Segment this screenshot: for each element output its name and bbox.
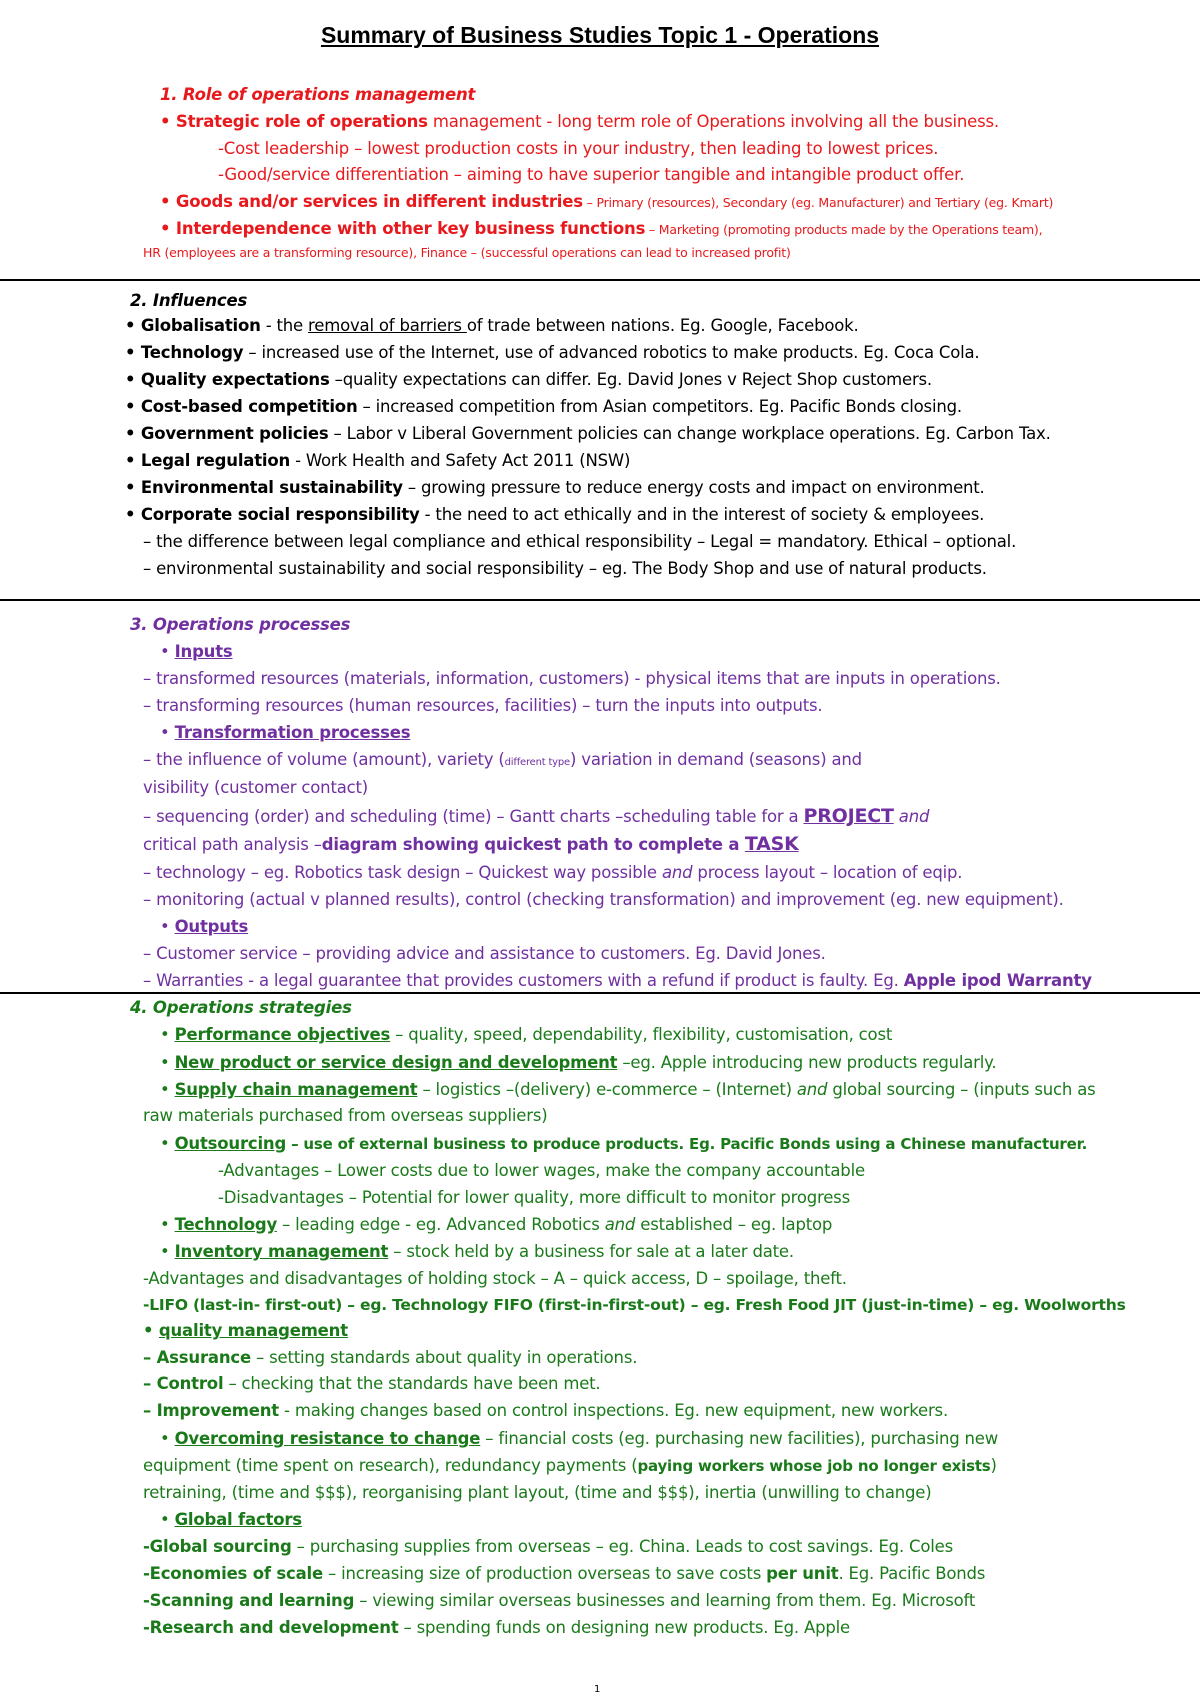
s3-and-1: and: [898, 807, 930, 826]
s3-project-word: PROJECT: [803, 805, 894, 827]
s4-gs-bold: -Global sourcing: [143, 1537, 292, 1556]
s2-env-rest: – growing pressure to reduce energy costs and impact on environment.: [402, 478, 985, 497]
s3-inputs-label: Inputs: [174, 642, 233, 661]
s2-legal-line: [125, 450, 1200, 472]
s3-tech-a: – technology – eg. Robotics task design – Quickest way possible: [143, 863, 662, 882]
s3-influence-b: ) variation in demand (seasons) and: [570, 750, 862, 769]
s3-influence-line: [143, 749, 1200, 774]
s4-sourcing-line: [143, 1536, 1200, 1558]
s3-crit-b: diagram showing quickest path to complete a: [321, 835, 745, 854]
s4-techn-a: – leading edge - eg. Advanced Robotics: [277, 1215, 605, 1234]
section-divider-3: [0, 992, 1200, 994]
s4-newproduct-line: • New product or service design and development –eg. Apple introducing new products regularly.: [160, 1053, 997, 1072]
s2-government-line: [125, 423, 1200, 445]
s1-goods-bold: • Goods and/or services in different industries: [160, 192, 583, 211]
s4-ctrl-rest: – checking that the standards have been met.: [223, 1374, 601, 1393]
s2-environment-line: [125, 477, 1200, 499]
s4-over-rest: – financial costs (eg. purchasing new facilities), purchasing new: [480, 1429, 999, 1448]
s4-global-label: Global factors: [174, 1510, 302, 1529]
s4-out-rest: – use of external business to produce products. Eg. Pacific Bonds using a Chinese manufacturer.: [286, 1135, 1088, 1153]
s3-warr-b: Apple ipod Warranty: [903, 971, 1092, 990]
s4-global-line: • Global factors: [160, 1510, 302, 1529]
s2-glob-rest1: - the: [260, 316, 309, 335]
s2-env-bold: • Environmental sustainability: [125, 478, 403, 497]
s4-over-label: Overcoming resistance to change: [174, 1429, 481, 1448]
s3-and-2: and: [661, 863, 693, 882]
s2-legal-bold: • Legal regulation: [125, 451, 291, 470]
section-2-heading: 2. Influences: [130, 291, 248, 310]
s1-goods-rest: – Primary (resources), Secondary (eg. Manufacturer) and Tertiary (eg. Kmart): [582, 195, 1054, 210]
s1-inter-line-2: HR (employees are a transforming resource), Finance – (successful operations can lead to increased profit): [143, 245, 791, 260]
s3-influence-small: different type: [504, 757, 570, 768]
s2-glob-underline: removal of barriers: [308, 316, 467, 335]
s4-retraining-line: retraining, (time and $$$), reorganising plant layout, (time and $$$), inertia (unwilling to change): [143, 1483, 932, 1502]
s2-gov-bold: • Government policies: [125, 424, 329, 443]
s2-tech-bold: • Technology: [125, 343, 244, 362]
s4-equip-b: paying workers whose job no longer exists: [637, 1457, 991, 1475]
s2-cost-rest: – increased competition from Asian competitors. Eg. Pacific Bonds closing.: [357, 397, 962, 416]
s2-quality-line: [125, 369, 1200, 391]
section-divider-2: [0, 599, 1200, 601]
s4-gs-rest: – purchasing supplies from overseas – eg. China. Leads to cost savings. Eg. Coles: [291, 1537, 953, 1556]
section-divider-1: [0, 279, 1200, 281]
s4-supply-label: Supply chain management: [174, 1080, 418, 1099]
s3-critical-line: [143, 833, 1200, 856]
s4-scan-bold: -Scanning and learning: [143, 1591, 355, 1610]
s3-transformation-line: • Transformation processes: [160, 723, 411, 742]
s4-eos-rest: – increasing size of production overseas to save costs: [322, 1564, 767, 1583]
s4-equipment-line: [143, 1455, 1200, 1477]
s4-equip-a: equipment (time spent on research), redundancy payments (: [143, 1456, 638, 1475]
s4-disadvantages-line: -Disadvantages – Potential for lower quality, more difficult to monitor progress: [218, 1188, 850, 1207]
page-number: 1: [594, 1684, 601, 1695]
s3-task-word: TASK: [744, 833, 799, 855]
s4-ctrl-bold: – Control: [143, 1374, 224, 1393]
s3-transforming-line: – transforming resources (human resources, facilities) – turn the inputs into outputs.: [143, 696, 823, 715]
s3-warr-a: – Warranties - a legal guarantee that provides customers with a refund if product is faulty. Eg.: [143, 971, 904, 990]
s2-legal-rest: - Work Health and Safety Act 2011 (NSW): [290, 451, 631, 470]
s4-techn-and: and: [604, 1215, 636, 1234]
section-3-heading: 3. Operations processes: [130, 615, 351, 634]
s4-supply-and: and: [796, 1080, 828, 1099]
s1-strategic-rest: management - long term role of Operations involving all the business.: [427, 112, 999, 131]
s3-technology-line: [143, 862, 1200, 884]
s2-difference-line: – the difference between legal compliance and ethical responsibility – Legal = mandatory. Ethical – optional.: [143, 532, 1017, 551]
s4-perf-label: Performance objectives: [174, 1025, 391, 1044]
s2-tech-rest: – increased use of the Internet, use of advanced robotics to make products. Eg. Coca Cola.: [243, 343, 980, 362]
s2-csr-rest: - the need to act ethically and in the interest of society & employees.: [419, 505, 985, 524]
s1-good-line: -Good/service differentiation – aiming to have superior tangible and intangible product offer.: [218, 165, 965, 184]
s3-influence-a: – the influence of volume (amount), variety (: [143, 750, 505, 769]
s1-inter-bold: • Interdependence with other key business functions: [160, 219, 646, 238]
s4-supply-line-2: raw materials purchased from overseas suppliers): [143, 1106, 548, 1125]
s4-supply-line: • Supply chain management – logistics –(delivery) e-commerce – (Internet) and global sourcing – (inputs such as: [160, 1080, 1096, 1099]
s3-outputs-line: • Outputs: [160, 917, 249, 936]
s2-cost-line: [125, 396, 1200, 418]
s2-qual-bold: • Quality expectations: [125, 370, 330, 389]
s4-economies-line: [143, 1563, 1200, 1585]
s4-new-rest: –eg. Apple introducing new products regularly.: [617, 1053, 997, 1072]
s1-goods-line: [160, 191, 1200, 214]
s2-csr-line: [125, 504, 1200, 526]
s4-quality-line: • quality management: [143, 1321, 348, 1340]
s4-equip-c: ): [990, 1456, 997, 1475]
s4-perf-rest: – quality, speed, dependability, flexibility, customisation, cost: [390, 1025, 893, 1044]
s4-scanning-line: [143, 1590, 1200, 1612]
s1-inter-line: [160, 218, 1200, 241]
s4-inventory-line: • Inventory management – stock held by a business for sale at a later date.: [160, 1242, 794, 1261]
s4-inv-label: Inventory management: [174, 1242, 389, 1261]
s2-csr-bold: • Corporate social responsibility: [125, 505, 420, 524]
s4-supply-a: – logistics –(delivery) e-commerce – (Internet): [417, 1080, 797, 1099]
s3-outputs-label: Outputs: [174, 917, 249, 936]
s4-advantages-line: -Advantages – Lower costs due to lower wages, make the company accountable: [218, 1161, 865, 1180]
s4-techn-b: established – eg. laptop: [635, 1215, 833, 1234]
section-1-heading: 1. Role of operations management: [160, 85, 476, 104]
s1-cost-line: -Cost leadership – lowest production costs in your industry, then leading to lowest prices.: [218, 139, 939, 158]
s4-new-label: New product or service design and development: [174, 1053, 618, 1072]
s4-overcoming-line: • Overcoming resistance to change – financial costs (eg. purchasing new facilities), purchasing new: [160, 1429, 999, 1448]
s4-outsourcing-line: • Outsourcing – use of external business to produce products. Eg. Pacific Bonds using a Chinese manufacturer.: [160, 1134, 1088, 1153]
s4-control-line: [143, 1373, 1200, 1395]
s4-eos-bold2: per unit: [766, 1564, 839, 1583]
s1-strategic-bold: • Strategic role of operations: [160, 112, 428, 131]
s4-technology-line: • Technology – leading edge - eg. Advanced Robotics and established – eg. laptop: [160, 1215, 833, 1234]
page-title: Summary of Business Studies Topic 1 - Operations: [320, 22, 880, 48]
s1-strategic-line: [160, 111, 1200, 133]
s4-assur-bold: – Assurance: [143, 1348, 251, 1367]
s4-performance-line: • Performance objectives – quality, speed, dependability, flexibility, customisation, cost: [160, 1025, 893, 1044]
s4-eos-rest2: . Eg. Pacific Bonds: [838, 1564, 986, 1583]
s4-eos-bold: -Economies of scale: [143, 1564, 323, 1583]
s3-warranties-line: [143, 970, 1200, 992]
s4-impr-rest: - making changes based on control inspections. Eg. new equipment, new workers.: [278, 1401, 948, 1420]
s2-globalisation-line: [125, 315, 1200, 337]
s4-assur-rest: – setting standards about quality in operations.: [250, 1348, 638, 1367]
s4-rd-rest: – spending funds on designing new products. Eg. Apple: [398, 1618, 850, 1637]
s3-inputs-line: • Inputs: [160, 642, 233, 661]
section-4-heading: 4. Operations strategies: [130, 998, 352, 1017]
s2-technology-line: [125, 342, 1200, 364]
s3-transformed-line: – transformed resources (materials, information, customers) - physical items that are inputs in operations.: [143, 669, 1001, 688]
s4-out-label: Outsourcing: [174, 1134, 287, 1153]
s3-tech-b: process layout – location of eqip.: [692, 863, 963, 882]
s4-impr-bold: – Improvement: [143, 1401, 279, 1420]
s2-envsoc-line: – environmental sustainability and social responsibility – eg. The Body Shop and use of natural products.: [143, 559, 987, 578]
s3-transformation-label: Transformation processes: [174, 723, 411, 742]
s4-holding-line: -Advantages and disadvantages of holding stock – A – quick access, D – spoilage, theft.: [143, 1269, 847, 1288]
s2-qual-rest: –quality expectations can differ. Eg. David Jones v Reject Shop customers.: [329, 370, 932, 389]
s4-research-line: [143, 1617, 1200, 1639]
s4-assurance-line: [143, 1347, 1200, 1369]
s3-seq-a: – sequencing (order) and scheduling (time) – Gantt charts –scheduling table for a: [143, 807, 804, 826]
s3-sequencing-line: [143, 805, 1200, 828]
s3-customer-line: – Customer service – providing advice and assistance to customers. Eg. David Jones.: [143, 944, 826, 963]
s2-gov-rest: – Labor v Liberal Government policies can change workplace operations. Eg. Carbon Tax.: [328, 424, 1051, 443]
s2-glob-rest2: of trade between nations. Eg. Google, Facebook.: [466, 316, 859, 335]
s3-monitoring-line: – monitoring (actual v planned results), control (checking transformation) and improvement (eg. new equipment).: [143, 890, 1064, 909]
s1-inter-rest: – Marketing (promoting products made by the Operations team),: [645, 222, 1043, 237]
s4-techn-label: Technology: [174, 1215, 278, 1234]
s4-improvement-line: [143, 1400, 1200, 1422]
s4-qm-label: quality management: [158, 1321, 348, 1340]
s3-visibility-line: visibility (customer contact): [143, 778, 368, 797]
s3-crit-a: critical path analysis –: [143, 835, 322, 854]
s4-lifo-line: -LIFO (last-in- first-out) – eg. Technology FIFO (first-in-first-out) – eg. Fresh Food JIT (just-in-time) – eg. Woolworths: [143, 1296, 1126, 1314]
s4-rd-bold: -Research and development: [143, 1618, 399, 1637]
s2-cost-bold: • Cost-based competition: [125, 397, 358, 416]
s4-scan-rest: – viewing similar overseas businesses and learning from them. Eg. Microsoft: [354, 1591, 976, 1610]
s4-supply-b: global sourcing – (inputs such as: [827, 1080, 1096, 1099]
s2-glob-bold: • Globalisation: [125, 316, 261, 335]
s4-inv-rest: – stock held by a business for sale at a later date.: [388, 1242, 794, 1261]
